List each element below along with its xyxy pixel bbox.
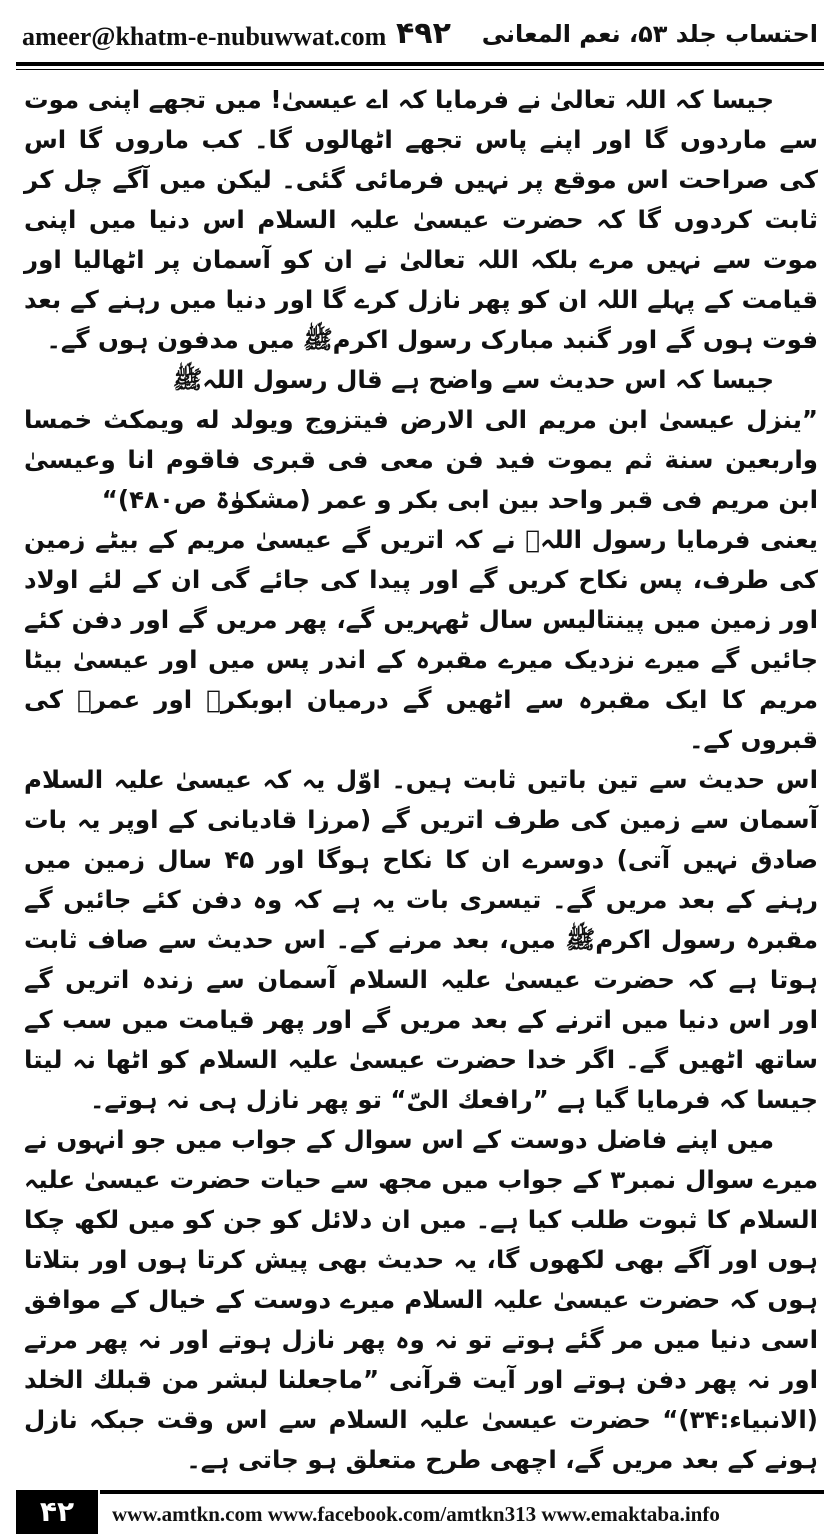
page-footer: [16, 1490, 824, 1534]
footer-page-label: ۴۲: [16, 1490, 98, 1534]
header-rule-thick: [16, 62, 824, 66]
page-body: [24, 80, 818, 1475]
header-page-number: ۴۹۲: [396, 16, 451, 51]
footer-urls: www.amtkn.com www.facebook.com/amtkn313 www.emaktaba.info: [112, 1502, 720, 1526]
header-book-title: احتساب جلد ۵۳، نعم المعانی: [481, 20, 818, 48]
header-email: ameer@khatm-e-nubuwwat.com: [22, 22, 387, 51]
paragraph-2-lead: جیسا کہ اس حدیث سے واضح ہے قال رسول اللہﷺ: [172, 365, 774, 394]
paragraph-4: میں اپنے فاضل دوست کے اس سوال کے جواب میں جو انہوں نے میرے سوال نمبر۳ کے جواب میں مجھ سے حیات حضرت عیسیٰ علیہ السلام کا ثبوت طلب کیا ہے۔ میں ان دلائل کو جن کو میں لکھ چکا ہوں اور آگے بھی لکھوں گا، یہ حدیث بھی پیش کرتا ہوں اور بتلاتا ہوں کہ حضرت عیسیٰ علیہ السلام میرے دوست کے خیال کے موافق اسی دنیا میں مر گئے ہوتے تو نہ وہ پھر نازل ہوتے اور نہ پھر مرتے اور نہ پھر دفن ہوتے اور آیت قرآنی ”ماجعلنا لبشر من قبلك الخلد (الانبیاء:۳۴)“ حضرت عیسیٰ علیہ السلام سے اس وقت جبکہ نازل ہونے کے بعد مریں گے، اچھی طرح متعلق ہو جاتی ہے۔: [24, 1125, 818, 1474]
footer-rule: [100, 1490, 824, 1494]
hadith-arabic-quote: ”ینزل عیسیٰ ابن مریم الی الارض فیتزوج ویولد له ویمکث خمسا واربعین سنة ثم یموت فید فن معی فی قبری فاقوم انا وعیسیٰ ابن مریم فی قبر واحد بین ابی بکر و عمر (مشکوٰۃ ص۴۸۰)“: [24, 405, 818, 514]
page-header: [16, 14, 824, 58]
paragraph-3: اس حدیث سے تین باتیں ثابت ہیں۔ اوّل یہ کہ عیسیٰ علیہ السلام آسمان سے زمین کی طرف اتریں گے (مرزا قادیانی کے اوپر یہ بات صادق نہیں آتی) دوسرے ان کا نکاح ہوگا اور ۴۵ سال زمین میں رہنے کے بعد مریں گے۔ تیسری بات یہ ہے کہ وہ دفن کئے جائیں گے مقبرہ رسول اکرمﷺ میں، بعد مرنے کے۔ اس حدیث سے صاف ثابت ہوتا ہے کہ حضرت عیسیٰ علیہ السلام آسمان سے زندہ اتریں گے اور اس دنیا میں اترنے کے بعد مریں گے اور پھر قیامت میں سب کے ساتھ اٹھیں گے۔ اگر خدا حضرت عیسیٰ علیہ السلام کو اٹھا نہ لیتا جیسا کہ فرمایا گیا ہے ”رافعك الیّ“ تو پھر نازل ہی نہ ہوتے۔: [24, 765, 818, 1114]
paragraph-2-translation: یعنی فرمایا رسول اللہﷺ نے کہ اتریں گے عیسیٰ مریم کے بیٹے زمین کی طرف، پس نکاح کریں گے اور پیدا کی جائے گی ان کے لئے اولاد اور زمین میں پینتالیس سال ٹھہریں گے، پھر مریں گے اور دفن کئے جائیں گے میرے نزدیک میرے مقبرہ کے اندر پس میں اور عیسیٰ بیٹا مریم کا ایک مقبرہ سے اٹھیں گے درمیان ابوبکرؓ اور عمرؓ کی قبروں کے۔: [24, 525, 818, 754]
header-rule-thin: [16, 69, 824, 70]
paragraph-1: جیسا کہ اللہ تعالیٰ نے فرمایا کہ اے عیسیٰ! میں تجھے اپنی موت سے ماردوں گا اور اپنے پاس تجھے اٹھالوں گا۔ کب ماروں گا اس کی صراحت اس موقع پر نہیں فرمائی گئی۔ لیکن میں آگے چل کر ثابت کردوں گا کہ حضرت عیسیٰ علیہ السلام اس دنیا میں اپنی موت سے نہیں مرے بلکہ اللہ تعالیٰ نے ان کو آسمان پر اٹھالیا اور قیامت کے پہلے اللہ ان کو پھر نازل کرے گا اور دنیا میں رہنے کے بعد فوت ہوں گے اور گنبد مبارک رسول اکرمﷺ میں مدفون ہوں گے۔: [24, 85, 818, 354]
